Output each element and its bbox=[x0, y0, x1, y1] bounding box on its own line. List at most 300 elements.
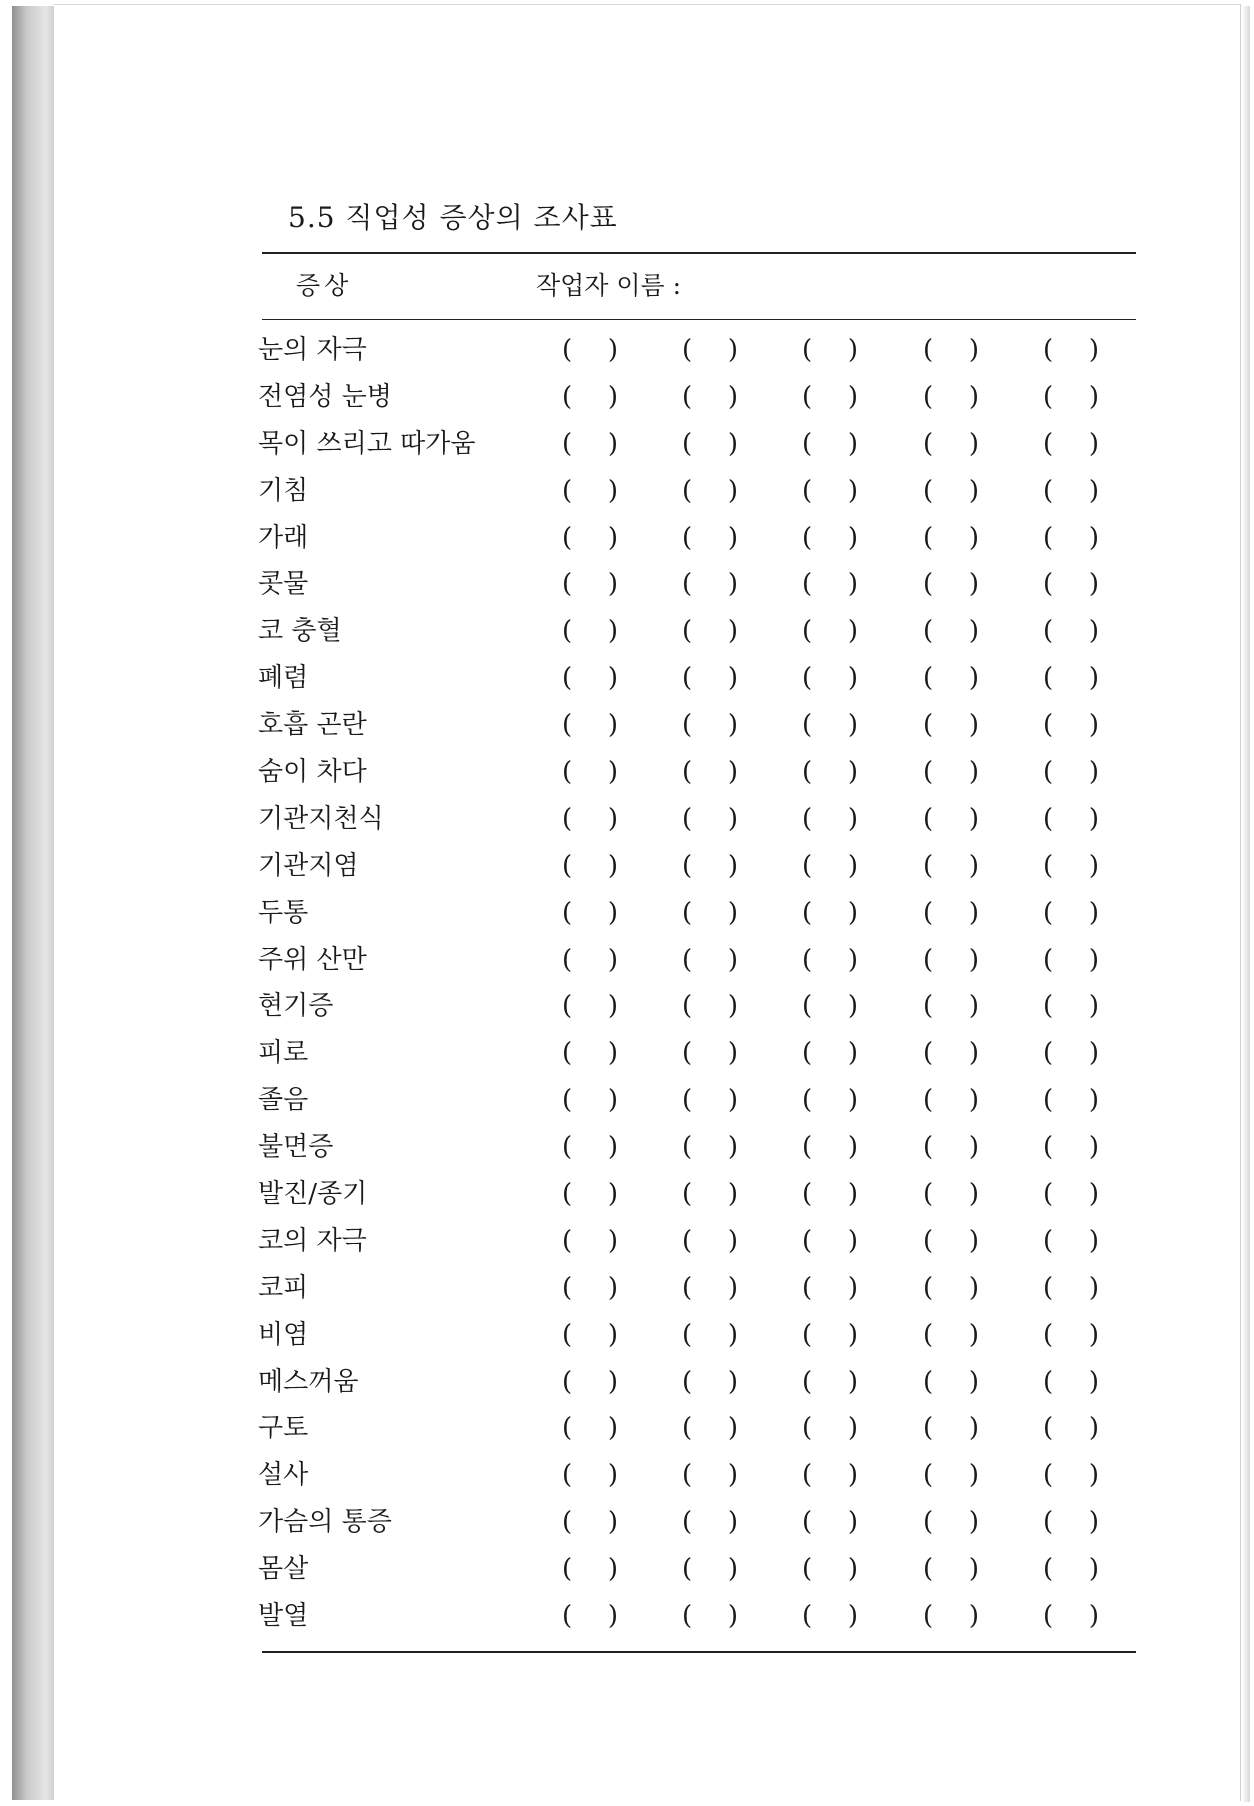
paren-open: ( bbox=[1043, 1507, 1054, 1538]
table-row bbox=[258, 655, 1138, 702]
paren-close: ) bbox=[607, 1507, 618, 1538]
check-box-5[interactable] bbox=[1043, 1359, 1099, 1405]
paren-close: ) bbox=[1088, 1460, 1099, 1491]
paren-close: ) bbox=[968, 1507, 979, 1538]
check-box-3[interactable] bbox=[802, 796, 858, 842]
check-box-5[interactable] bbox=[1043, 1218, 1099, 1264]
paren-open: ( bbox=[682, 1460, 693, 1491]
paren-close: ) bbox=[607, 1132, 618, 1163]
check-box-1[interactable] bbox=[562, 749, 618, 795]
check-box-1[interactable] bbox=[562, 1546, 618, 1592]
check-box-3[interactable] bbox=[802, 608, 858, 654]
check-box-3[interactable] bbox=[802, 421, 858, 467]
symptom-label: 발진/종기 bbox=[258, 1179, 368, 1210]
check-box-2[interactable] bbox=[682, 1171, 738, 1217]
check-box-4[interactable] bbox=[923, 1546, 979, 1592]
check-box-1[interactable] bbox=[562, 1499, 618, 1545]
check-box-4[interactable] bbox=[923, 843, 979, 889]
symptom-label: 두통 bbox=[258, 897, 309, 928]
check-box-1[interactable] bbox=[562, 983, 618, 1029]
table-row bbox=[258, 1124, 1138, 1171]
check-box-4[interactable] bbox=[923, 1405, 979, 1451]
check-box-2[interactable] bbox=[682, 843, 738, 889]
paren-open: ( bbox=[562, 1132, 573, 1163]
check-box-4[interactable] bbox=[923, 1499, 979, 1545]
paren-open: ( bbox=[1043, 381, 1054, 412]
paren-open: ( bbox=[682, 522, 693, 553]
check-box-1[interactable] bbox=[562, 1124, 618, 1170]
check-box-3[interactable] bbox=[802, 1499, 858, 1545]
check-box-1[interactable] bbox=[562, 1030, 618, 1076]
check-box-2[interactable] bbox=[682, 1359, 738, 1405]
check-box-5[interactable] bbox=[1043, 1312, 1099, 1358]
check-box-1[interactable] bbox=[562, 421, 618, 467]
check-box-4[interactable] bbox=[923, 749, 979, 795]
check-box-2[interactable] bbox=[682, 749, 738, 795]
paren-open: ( bbox=[562, 1413, 573, 1444]
check-box-4[interactable] bbox=[923, 1452, 979, 1498]
paren-open: ( bbox=[1043, 897, 1054, 928]
check-box-1[interactable] bbox=[562, 327, 618, 373]
check-box-2[interactable] bbox=[682, 1124, 738, 1170]
check-box-4[interactable] bbox=[923, 1218, 979, 1264]
check-box-4[interactable] bbox=[923, 937, 979, 983]
paren-open: ( bbox=[923, 1366, 934, 1397]
paren-open: ( bbox=[923, 1272, 934, 1303]
paren-close: ) bbox=[727, 850, 738, 881]
check-box-1[interactable] bbox=[562, 561, 618, 607]
check-box-3[interactable] bbox=[802, 890, 858, 936]
paren-close: ) bbox=[1088, 569, 1099, 600]
check-box-3[interactable] bbox=[802, 561, 858, 607]
paren-close: ) bbox=[847, 803, 858, 834]
paren-open: ( bbox=[802, 1038, 813, 1069]
paren-open: ( bbox=[923, 616, 934, 647]
check-box-4[interactable] bbox=[923, 1359, 979, 1405]
paren-close: ) bbox=[607, 381, 618, 412]
check-box-3[interactable] bbox=[802, 1405, 858, 1451]
paren-open: ( bbox=[682, 1132, 693, 1163]
paren-open: ( bbox=[1043, 663, 1054, 694]
paren-close: ) bbox=[727, 616, 738, 647]
paren-open: ( bbox=[562, 1601, 573, 1632]
paren-close: ) bbox=[607, 1554, 618, 1585]
paren-open: ( bbox=[802, 335, 813, 365]
check-box-1[interactable] bbox=[562, 1452, 618, 1498]
paren-open: ( bbox=[562, 522, 573, 553]
check-box-5[interactable] bbox=[1043, 1030, 1099, 1076]
paren-open: ( bbox=[1043, 803, 1054, 834]
paren-close: ) bbox=[968, 1272, 979, 1303]
paren-close: ) bbox=[727, 1460, 738, 1491]
paren-open: ( bbox=[562, 710, 573, 741]
check-box-2[interactable] bbox=[682, 1593, 738, 1639]
check-box-2[interactable] bbox=[682, 561, 738, 607]
check-box-5[interactable] bbox=[1043, 374, 1099, 420]
paren-open: ( bbox=[923, 663, 934, 694]
check-box-1[interactable] bbox=[562, 1593, 618, 1639]
check-box-5[interactable] bbox=[1043, 1499, 1099, 1545]
paren-open: ( bbox=[1043, 991, 1054, 1022]
symptom-label: 가슴의 통증 bbox=[258, 1507, 392, 1538]
check-box-3[interactable] bbox=[802, 1452, 858, 1498]
paren-open: ( bbox=[562, 663, 573, 694]
paren-open: ( bbox=[682, 1272, 693, 1303]
paren-close: ) bbox=[727, 1272, 738, 1303]
paren-close: ) bbox=[847, 1225, 858, 1256]
check-box-3[interactable] bbox=[802, 1030, 858, 1076]
paren-close: ) bbox=[1088, 1132, 1099, 1163]
check-box-4[interactable] bbox=[923, 1265, 979, 1311]
paren-open: ( bbox=[562, 1038, 573, 1069]
check-box-5[interactable] bbox=[1043, 1171, 1099, 1217]
check-box-1[interactable] bbox=[562, 374, 618, 420]
paren-open: ( bbox=[1043, 522, 1054, 553]
table-row bbox=[258, 749, 1138, 796]
paren-close: ) bbox=[607, 1085, 618, 1116]
check-box-2[interactable] bbox=[682, 937, 738, 983]
book-spine bbox=[12, 6, 54, 1800]
check-box-4[interactable] bbox=[923, 608, 979, 654]
check-box-5[interactable] bbox=[1043, 890, 1099, 936]
paren-close: ) bbox=[847, 1601, 858, 1632]
check-box-2[interactable] bbox=[682, 327, 738, 373]
check-box-4[interactable] bbox=[923, 561, 979, 607]
check-box-4[interactable] bbox=[923, 1312, 979, 1358]
table-row bbox=[258, 561, 1138, 608]
paren-open: ( bbox=[562, 850, 573, 881]
paren-open: ( bbox=[1043, 428, 1054, 459]
paren-open: ( bbox=[682, 1554, 693, 1585]
paren-close: ) bbox=[727, 569, 738, 600]
check-box-3[interactable] bbox=[802, 749, 858, 795]
paren-close: ) bbox=[1088, 522, 1099, 553]
check-box-2[interactable] bbox=[682, 374, 738, 420]
paren-close: ) bbox=[968, 1038, 979, 1069]
paren-close: ) bbox=[847, 710, 858, 741]
paren-open: ( bbox=[923, 1085, 934, 1116]
table-row bbox=[258, 327, 1138, 374]
paren-close: ) bbox=[1088, 710, 1099, 741]
paren-close: ) bbox=[1088, 1225, 1099, 1256]
paren-open: ( bbox=[1043, 1272, 1054, 1303]
check-box-1[interactable] bbox=[562, 843, 618, 889]
symptom-label: 코 충혈 bbox=[258, 616, 342, 647]
paren-close: ) bbox=[1088, 1085, 1099, 1116]
check-box-4[interactable] bbox=[923, 1593, 979, 1639]
paren-close: ) bbox=[1088, 803, 1099, 834]
check-box-2[interactable] bbox=[682, 515, 738, 561]
paren-close: ) bbox=[1088, 1272, 1099, 1303]
check-box-1[interactable] bbox=[562, 1312, 618, 1358]
check-box-3[interactable] bbox=[802, 374, 858, 420]
check-box-2[interactable] bbox=[682, 890, 738, 936]
paren-open: ( bbox=[682, 616, 693, 647]
check-box-4[interactable] bbox=[923, 655, 979, 701]
check-box-1[interactable] bbox=[562, 937, 618, 983]
check-box-2[interactable] bbox=[682, 1265, 738, 1311]
check-box-5[interactable] bbox=[1043, 468, 1099, 514]
check-box-5[interactable] bbox=[1043, 843, 1099, 889]
paren-open: ( bbox=[923, 803, 934, 834]
check-box-5[interactable] bbox=[1043, 1405, 1099, 1451]
symptom-label: 기관지염 bbox=[258, 850, 359, 881]
paren-close: ) bbox=[1088, 991, 1099, 1022]
check-box-4[interactable] bbox=[923, 468, 979, 514]
check-box-3[interactable] bbox=[802, 1077, 858, 1123]
table-row bbox=[258, 468, 1138, 515]
paren-close: ) bbox=[847, 1132, 858, 1163]
paren-open: ( bbox=[802, 897, 813, 928]
check-box-1[interactable] bbox=[562, 890, 618, 936]
paren-close: ) bbox=[1088, 1507, 1099, 1538]
check-box-3[interactable] bbox=[802, 1359, 858, 1405]
paren-close: ) bbox=[607, 757, 618, 788]
check-box-2[interactable] bbox=[682, 1077, 738, 1123]
check-box-5[interactable] bbox=[1043, 796, 1099, 842]
paren-open: ( bbox=[802, 1272, 813, 1303]
check-box-3[interactable] bbox=[802, 655, 858, 701]
paren-open: ( bbox=[1043, 616, 1054, 647]
paren-close: ) bbox=[727, 803, 738, 834]
paren-open: ( bbox=[682, 897, 693, 928]
paren-close: ) bbox=[607, 569, 618, 600]
check-box-2[interactable] bbox=[682, 1499, 738, 1545]
header-rule bbox=[262, 319, 1136, 320]
check-box-1[interactable] bbox=[562, 702, 618, 748]
check-box-5[interactable] bbox=[1043, 1452, 1099, 1498]
check-box-1[interactable] bbox=[562, 1265, 618, 1311]
symptom-table bbox=[258, 327, 1138, 1640]
symptom-label: 기관지천식 bbox=[258, 803, 384, 834]
check-box-2[interactable] bbox=[682, 702, 738, 748]
symptom-label: 현기증 bbox=[258, 991, 334, 1022]
paren-open: ( bbox=[562, 335, 573, 365]
check-box-4[interactable] bbox=[923, 890, 979, 936]
paren-close: ) bbox=[1088, 897, 1099, 928]
check-box-4[interactable] bbox=[923, 1171, 979, 1217]
paren-close: ) bbox=[607, 616, 618, 647]
check-box-4[interactable] bbox=[923, 374, 979, 420]
check-box-5[interactable] bbox=[1043, 1265, 1099, 1311]
check-box-4[interactable] bbox=[923, 421, 979, 467]
check-box-1[interactable] bbox=[562, 1077, 618, 1123]
check-box-1[interactable] bbox=[562, 796, 618, 842]
paren-open: ( bbox=[1043, 1225, 1054, 1256]
check-box-3[interactable] bbox=[802, 1265, 858, 1311]
check-box-3[interactable] bbox=[802, 983, 858, 1029]
paren-open: ( bbox=[562, 381, 573, 412]
check-box-4[interactable] bbox=[923, 983, 979, 1029]
check-box-1[interactable] bbox=[562, 1405, 618, 1451]
paren-open: ( bbox=[682, 1179, 693, 1210]
paren-open: ( bbox=[1043, 1319, 1054, 1350]
check-box-5[interactable] bbox=[1043, 327, 1099, 373]
paren-open: ( bbox=[562, 897, 573, 928]
paren-close: ) bbox=[847, 1179, 858, 1210]
check-box-2[interactable] bbox=[682, 1312, 738, 1358]
paren-open: ( bbox=[1043, 1179, 1054, 1210]
symptom-label: 눈의 자극 bbox=[258, 335, 367, 365]
paren-close: ) bbox=[607, 1413, 618, 1444]
paren-open: ( bbox=[923, 475, 934, 506]
check-box-4[interactable] bbox=[923, 796, 979, 842]
check-box-5[interactable] bbox=[1043, 515, 1099, 561]
table-row bbox=[258, 1312, 1138, 1359]
paren-close: ) bbox=[727, 897, 738, 928]
check-box-1[interactable] bbox=[562, 1359, 618, 1405]
check-box-3[interactable] bbox=[802, 843, 858, 889]
check-box-5[interactable] bbox=[1043, 561, 1099, 607]
check-box-4[interactable] bbox=[923, 1077, 979, 1123]
header-worker-name: 작업자 이름 : bbox=[536, 271, 682, 300]
check-box-3[interactable] bbox=[802, 1546, 858, 1592]
paren-open: ( bbox=[802, 428, 813, 459]
table-row bbox=[258, 796, 1138, 843]
check-box-5[interactable] bbox=[1043, 702, 1099, 748]
check-box-2[interactable] bbox=[682, 655, 738, 701]
paren-open: ( bbox=[682, 335, 693, 365]
check-box-2[interactable] bbox=[682, 1452, 738, 1498]
check-box-5[interactable] bbox=[1043, 1124, 1099, 1170]
check-box-5[interactable] bbox=[1043, 1546, 1099, 1592]
table-row bbox=[258, 374, 1138, 421]
check-box-2[interactable] bbox=[682, 608, 738, 654]
check-box-4[interactable] bbox=[923, 702, 979, 748]
table-row bbox=[258, 608, 1138, 655]
paren-open: ( bbox=[562, 1507, 573, 1538]
paren-open: ( bbox=[682, 803, 693, 834]
paren-open: ( bbox=[562, 944, 573, 975]
paren-open: ( bbox=[923, 1413, 934, 1444]
paren-close: ) bbox=[1088, 616, 1099, 647]
check-box-3[interactable] bbox=[802, 1218, 858, 1264]
paren-open: ( bbox=[1043, 1038, 1054, 1069]
check-box-5[interactable] bbox=[1043, 1593, 1099, 1639]
paren-open: ( bbox=[562, 475, 573, 506]
check-box-2[interactable] bbox=[682, 983, 738, 1029]
paren-close: ) bbox=[727, 475, 738, 506]
check-box-2[interactable] bbox=[682, 1218, 738, 1264]
symptom-label: 기침 bbox=[258, 475, 309, 506]
paren-open: ( bbox=[562, 1460, 573, 1491]
check-box-2[interactable] bbox=[682, 1030, 738, 1076]
paren-open: ( bbox=[802, 1225, 813, 1256]
paren-open: ( bbox=[923, 1507, 934, 1538]
paren-close: ) bbox=[1088, 1366, 1099, 1397]
paren-open: ( bbox=[923, 991, 934, 1022]
paren-open: ( bbox=[1043, 944, 1054, 975]
paren-close: ) bbox=[607, 335, 618, 365]
paren-close: ) bbox=[727, 1085, 738, 1116]
section-title: 5.5 직업성 증상의 조사표 bbox=[288, 201, 618, 234]
paren-open: ( bbox=[1043, 850, 1054, 881]
check-box-2[interactable] bbox=[682, 1405, 738, 1451]
paren-open: ( bbox=[682, 569, 693, 600]
check-box-3[interactable] bbox=[802, 937, 858, 983]
table-row bbox=[258, 702, 1138, 749]
paren-close: ) bbox=[968, 757, 979, 788]
check-box-5[interactable] bbox=[1043, 749, 1099, 795]
check-box-1[interactable] bbox=[562, 468, 618, 514]
check-box-5[interactable] bbox=[1043, 937, 1099, 983]
paren-open: ( bbox=[802, 757, 813, 788]
check-box-3[interactable] bbox=[802, 702, 858, 748]
check-box-5[interactable] bbox=[1043, 655, 1099, 701]
paren-close: ) bbox=[847, 850, 858, 881]
header-symptom: 증상 bbox=[296, 271, 353, 300]
check-box-5[interactable] bbox=[1043, 1077, 1099, 1123]
check-box-3[interactable] bbox=[802, 1171, 858, 1217]
table-row bbox=[258, 1452, 1138, 1499]
paren-close: ) bbox=[968, 991, 979, 1022]
paren-close: ) bbox=[847, 1319, 858, 1350]
paren-open: ( bbox=[923, 569, 934, 600]
check-box-2[interactable] bbox=[682, 1546, 738, 1592]
paren-open: ( bbox=[682, 1413, 693, 1444]
symptom-label: 주위 산만 bbox=[258, 944, 367, 975]
paren-close: ) bbox=[727, 381, 738, 412]
table-row bbox=[258, 421, 1138, 468]
check-box-2[interactable] bbox=[682, 421, 738, 467]
check-box-5[interactable] bbox=[1043, 983, 1099, 1029]
paren-close: ) bbox=[727, 1366, 738, 1397]
page-edge bbox=[1242, 6, 1250, 1802]
paren-close: ) bbox=[727, 1038, 738, 1069]
check-box-1[interactable] bbox=[562, 655, 618, 701]
paren-open: ( bbox=[1043, 1460, 1054, 1491]
check-box-5[interactable] bbox=[1043, 608, 1099, 654]
check-box-4[interactable] bbox=[923, 1124, 979, 1170]
check-box-1[interactable] bbox=[562, 608, 618, 654]
check-box-1[interactable] bbox=[562, 1171, 618, 1217]
paren-close: ) bbox=[607, 522, 618, 553]
paren-open: ( bbox=[923, 1132, 934, 1163]
paren-close: ) bbox=[727, 1225, 738, 1256]
check-box-5[interactable] bbox=[1043, 421, 1099, 467]
check-box-2[interactable] bbox=[682, 796, 738, 842]
table-row bbox=[258, 1077, 1138, 1124]
check-box-3[interactable] bbox=[802, 468, 858, 514]
paren-close: ) bbox=[968, 1460, 979, 1491]
paren-open: ( bbox=[923, 1225, 934, 1256]
paren-close: ) bbox=[607, 1225, 618, 1256]
paren-close: ) bbox=[968, 1132, 979, 1163]
check-box-4[interactable] bbox=[923, 1030, 979, 1076]
check-box-2[interactable] bbox=[682, 468, 738, 514]
paren-open: ( bbox=[802, 663, 813, 694]
check-box-3[interactable] bbox=[802, 515, 858, 561]
check-box-3[interactable] bbox=[802, 1593, 858, 1639]
paren-open: ( bbox=[802, 991, 813, 1022]
check-box-1[interactable] bbox=[562, 515, 618, 561]
paren-open: ( bbox=[1043, 1601, 1054, 1632]
check-box-4[interactable] bbox=[923, 327, 979, 373]
paren-close: ) bbox=[607, 944, 618, 975]
check-box-3[interactable] bbox=[802, 1124, 858, 1170]
check-box-3[interactable] bbox=[802, 1312, 858, 1358]
paren-close: ) bbox=[727, 1601, 738, 1632]
table-row bbox=[258, 1265, 1138, 1312]
paren-close: ) bbox=[1088, 850, 1099, 881]
paren-open: ( bbox=[562, 428, 573, 459]
check-box-1[interactable] bbox=[562, 1218, 618, 1264]
paren-open: ( bbox=[682, 991, 693, 1022]
check-box-4[interactable] bbox=[923, 515, 979, 561]
paren-open: ( bbox=[562, 757, 573, 788]
paren-close: ) bbox=[847, 1413, 858, 1444]
check-box-3[interactable] bbox=[802, 327, 858, 373]
